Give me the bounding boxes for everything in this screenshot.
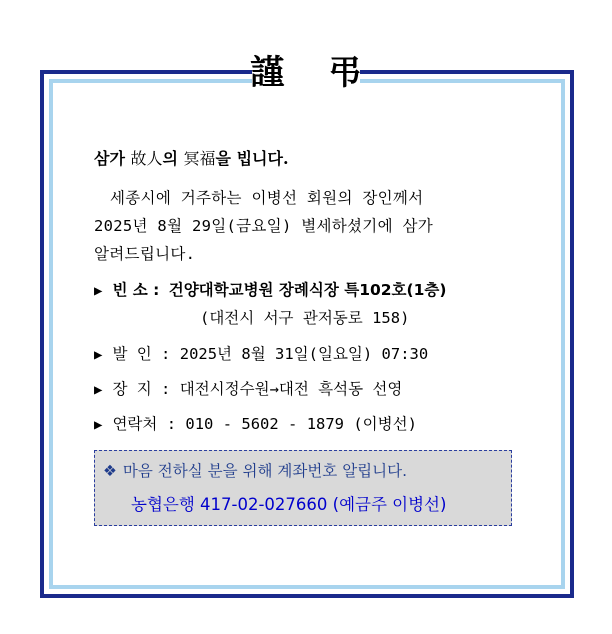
procession-label: 발 인 : [112,345,171,363]
title-box [250,44,378,94]
bank-note [103,459,407,481]
burial-item [94,377,402,399]
body-line: 2025년 8월 29일(금요일) 별세하셨기에 삼가 [94,217,434,235]
heading-hanja-blessing: 冥福 [183,149,216,168]
bullet-icon: ▶ [94,382,103,398]
page-title: 謹 弔 [250,52,378,93]
burial-label: 장 지 : [112,380,171,398]
procession-item [94,342,428,364]
heading-suffix: 을 빕니다. [215,149,289,168]
funeral-hall-value: 건양대학교병원 장례식장 특102호(1층) [168,281,447,299]
procession-value: 2025년 8월 31일(일요일) 07:30 [179,345,429,363]
condolence-heading [94,146,289,169]
contact-item [94,412,417,434]
heading-prefix: 삼가 [94,149,131,168]
contact-label: 연락처 : [112,415,177,433]
funeral-hall-item [94,278,446,300]
bank-account: 농협은행 417-02-027660 (예금주 이병선) [131,495,447,514]
bank-note-text: 마음 전하실 분을 위해 계좌번호 알립니다. [122,462,408,480]
heading-mid: 의 [162,149,184,168]
bullet-icon: ▶ [94,417,103,433]
body-line: 알려드립니다. [94,245,196,263]
body-line: 세종시에 거주하는 이병선 회원의 장인께서 [110,189,424,207]
heading-hanja-deceased: 故人 [130,149,163,168]
bullet-icon: ▶ [94,347,103,363]
funeral-hall-address: (대전시 서구 관저동로 158) [200,309,410,327]
bank-info-box [94,450,512,526]
contact-value: 010 - 5602 - 1879 (이병선) [185,415,417,433]
burial-value: 대전시정수원→대전 흑석동 선영 [179,380,403,398]
funeral-hall-label: 빈 소 : [112,281,160,299]
diamond-icon: ❖ [103,462,117,480]
bullet-icon: ▶ [94,283,103,299]
